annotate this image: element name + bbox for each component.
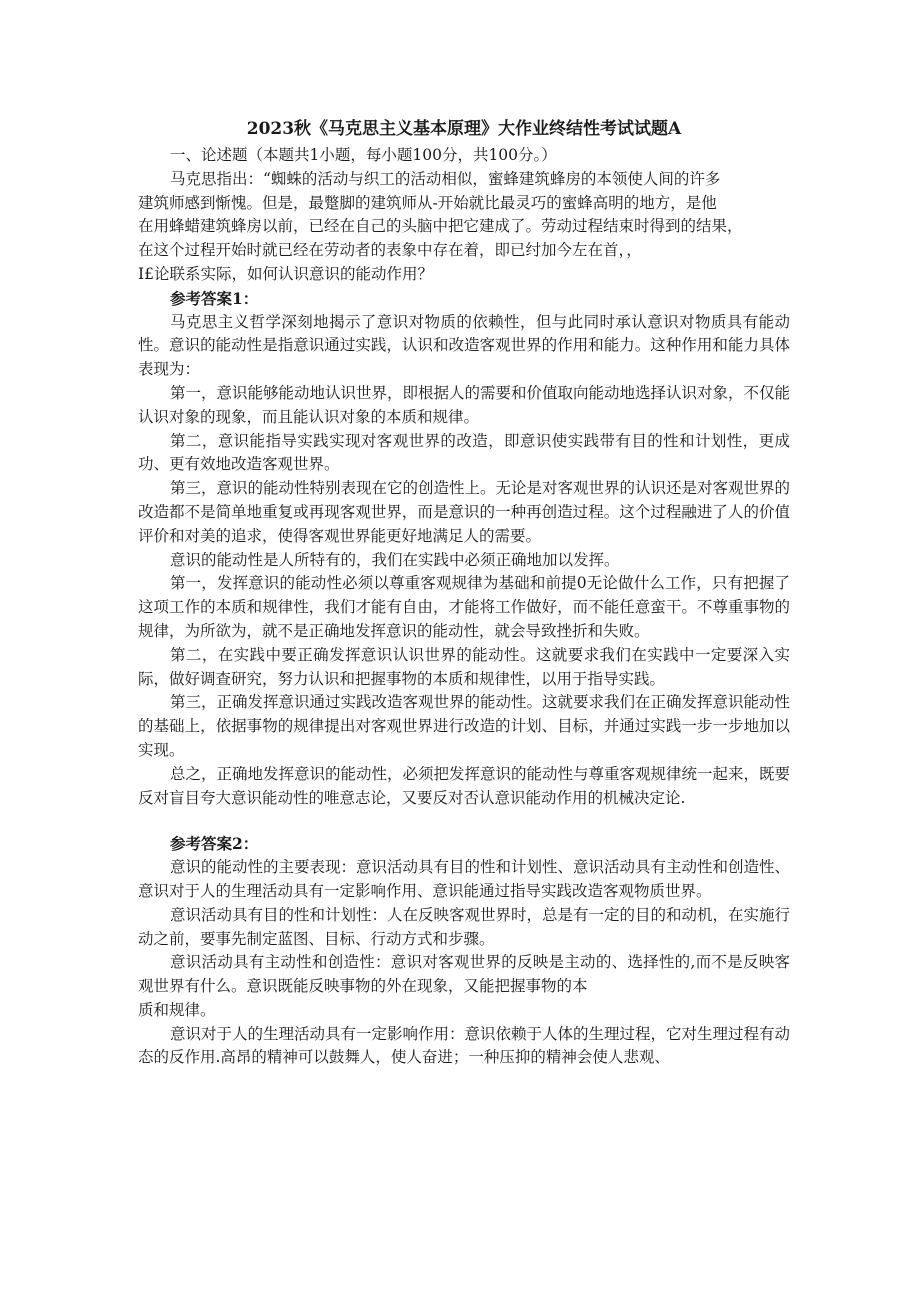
answer1-paragraph: 第二，意识能指导实践实现对客观世界的改造，即意识使实践带有目的性和计划性，更成功、更有效地改造客观世界。 (138, 431, 790, 474)
question-line: I£论联系实际，如何认识意识的能动作用？ (138, 264, 433, 283)
answer2-label: 参考答案2： (170, 834, 259, 854)
answer1-label: 参考答案1： (170, 288, 259, 308)
question-block (138, 168, 790, 287)
answer2-paragraph: 质和规律。 (138, 1000, 216, 1019)
answer2-block (138, 856, 790, 1070)
section-heading: 一、论述题（本题共1小题，每小题100分，共100分。） (170, 146, 557, 164)
spacer (138, 810, 790, 832)
answer1-paragraph: 第一，发挥意识的能动性必须以尊重客观规律为基础和前提0无论做什么工作，只有把握了这项工作的本质和规律性，我们才能有自由，才能将工作做好，而不能任意蛮干。不尊重事物的规律，为所欲为，就不是正确地发挥意识的能动性，就会导致挫折和失败。 (138, 574, 790, 640)
answer1-paragraph: 意识的能动性是人所特有的，我们在实践中必须正确地加以发挥。 (170, 550, 620, 569)
question-line: 在用蜂蜡建筑蜂房以前，已经在自己的头脑中把它建成了。劳动过程结束时得到的结果， (138, 217, 743, 236)
answer1-paragraph: 第三，正确发挥意识通过实践改造客观世界的能动性。这就要求我们在正确发挥意识能动性的基础上，依据事物的规律提出对客观世界进行改造的计划、目标，并通过实践一步一步地加以实现。 (138, 693, 791, 759)
answer1-paragraph: 总之，正确地发挥意识的能动性，必须把发挥意识的能动性与尊重客观规律统一起来，既要反对盲目夸大意识能动性的唯意志论，又要反对否认意识能动作用的机械决定论. (138, 764, 791, 807)
question-line: 马克思指出：“蜘蛛的活动与织工的活动相似，蜜蜂建筑蜂房的本领使人间的许多 (170, 169, 721, 188)
question-line: 建筑师感到惭愧。但是，最蹩脚的建筑师从-开始就比最灵巧的蜜蜂高明的地方，是他 (138, 193, 717, 212)
answer1-paragraph: 第三，意识的能动性特别表现在它的创造性上。无论是对客观世界的认识还是对客观世界的改造都不是简单地重复或再现客观世界，而是意识的一种再创造过程。这个过程融进了人的价值评价和对美的追求，使得客观世界能更好地满足人的需要。 (138, 479, 791, 545)
answer2-paragraph: 意识活动具有目的性和计划性：人在反映客观世界时，总是有一定的目的和动机，在实施行动之前，要事先制定蓝图、目标、行动方式和步骤。 (138, 905, 791, 948)
answer1-block (138, 311, 790, 811)
answer2-paragraph: 意识的能动性的主要表现：意识活动具有目的性和计划性、意识活动具有主动性和创造性、意识对于人的生理活动具有一定影响作用、意识能通过指导实践改造客观物质世界。 (138, 858, 791, 900)
answer2-paragraph: 意识对于人的生理活动具有一定影响作用：意识依赖于人体的生理过程，它对生理过程有动态的反作用.高昂的精神可以鼓舞人，使人奋进；一种压抑的精神会使人悲观、 (138, 1024, 791, 1067)
answer2-paragraph: 意识活动具有主动性和创造性：意识对客观世界的反映是主动的、选择性的,而不是反映客观世界有什么。意识既能反映事物的外在现象，又能把握事物的本 (138, 953, 790, 996)
document-page (138, 116, 790, 1070)
document-title: 2023秋《马克思主义基本原理》大作业终结性考试试题A (246, 119, 682, 139)
answer1-paragraph: 第二，在实践中要正确发挥意识认识世界的能动性。这就要求我们在实践中一定要深入实际，做好调查研究，努力认识和把握事物的本质和规律性，以用于指导实践。 (138, 645, 790, 688)
answer1-paragraph: 马克思主义哲学深刻地揭示了意识对物质的依赖性，但与此同时承认意识对物质具有能动性。意识的能动性是指意识通过实践，认识和改造客观世界的作用和能力。这种作用和能力具体表现为： (138, 312, 790, 379)
answer1-paragraph: 第一，意识能够能动地认识世界，即根据人的需要和价值取向能动地选择认识对象，不仅能认识对象的现象，而且能认识对象的本质和规律。 (138, 383, 791, 426)
question-line: 在这个过程开始时就已经在劳动者的表象中存在着，即已纣加今左在首，， (138, 241, 642, 260)
